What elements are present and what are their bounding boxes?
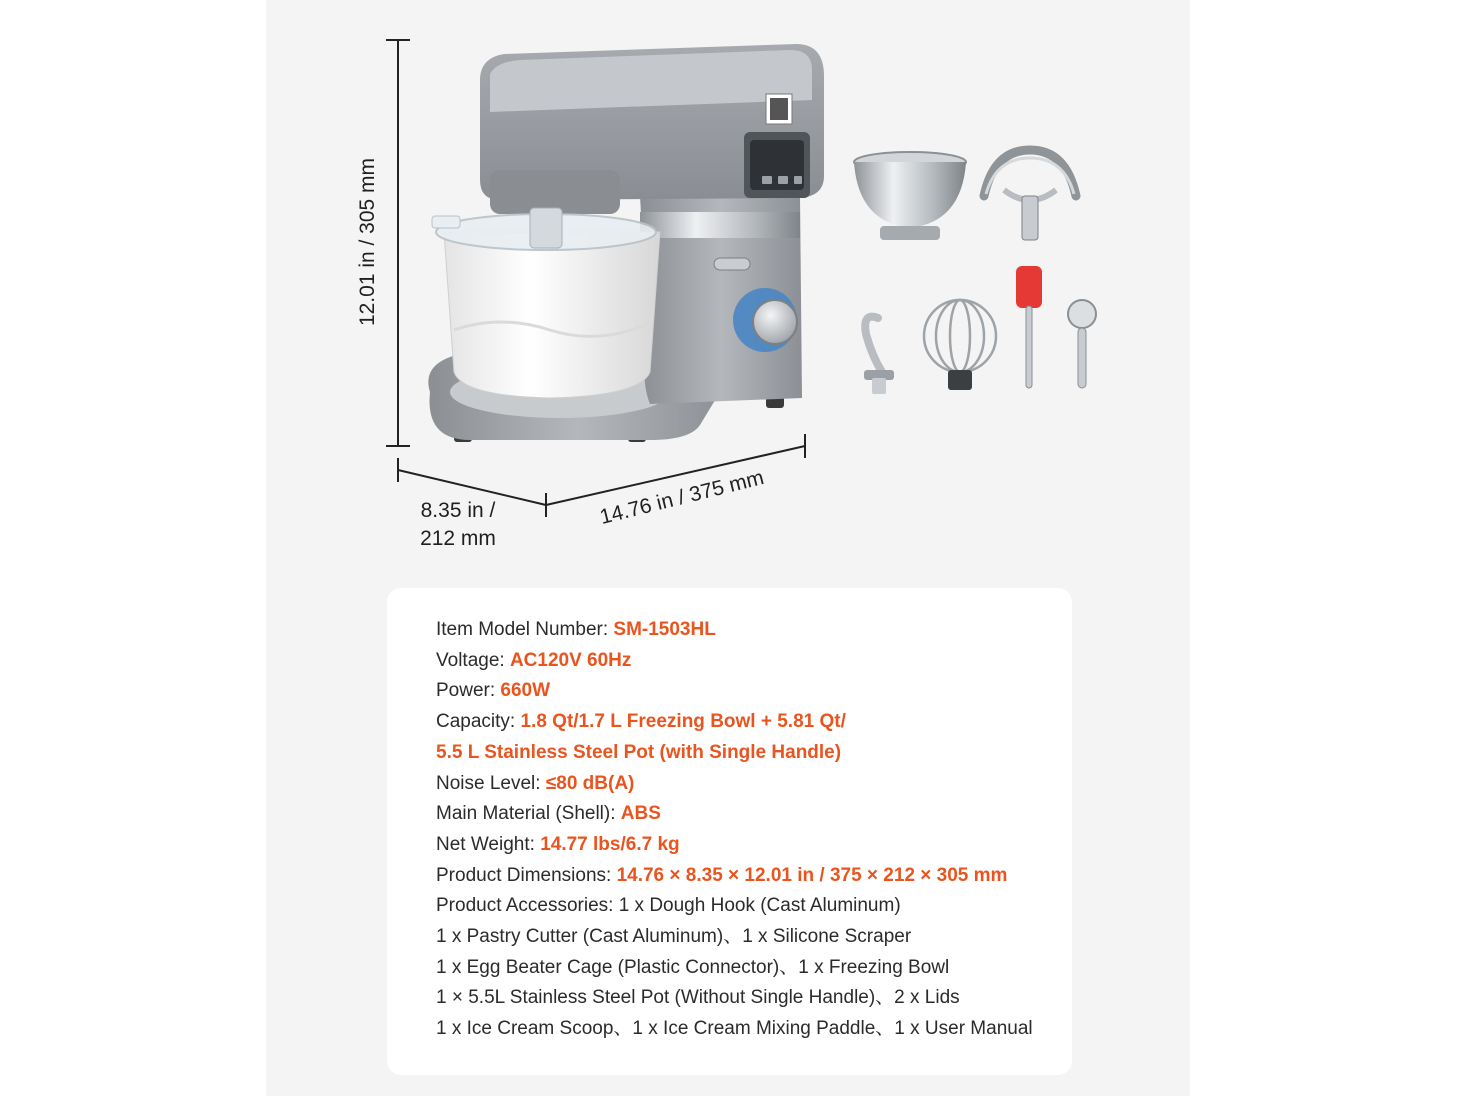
spec-accessories-line5: 1 x Ice Cream Scoop、1 x Ice Cream Mixing Paddle、1 x User Manual bbox=[436, 1018, 1033, 1040]
spec-capacity-continued bbox=[436, 738, 1033, 769]
whisk-icon bbox=[924, 300, 996, 390]
depth-label-line2: 212 mm bbox=[420, 527, 496, 550]
spec-weight-label: Net Weight: bbox=[436, 833, 541, 855]
spec-accessories-line1: 1 x Dough Hook (Cast Aluminum) bbox=[618, 895, 901, 917]
spec-material-label: Main Material (Shell): bbox=[436, 803, 621, 825]
spec-noise-label: Noise Level: bbox=[436, 772, 546, 794]
height-dimension-label: 12.01 in / 305 mm bbox=[356, 157, 379, 327]
specifications-card bbox=[387, 588, 1072, 1075]
spec-dimensions-label: Product Dimensions: bbox=[436, 864, 617, 886]
spec-power-label: Power: bbox=[436, 680, 501, 702]
spec-capacity bbox=[436, 707, 1033, 738]
spec-power bbox=[436, 676, 1033, 707]
stainless-bowl-icon bbox=[854, 152, 966, 240]
spec-model bbox=[436, 615, 1033, 646]
spec-weight-value: 14.77 lbs/6.7 kg bbox=[540, 833, 680, 855]
spec-accessories-label: Product Accessories: bbox=[436, 895, 619, 917]
spec-list bbox=[436, 615, 1033, 1045]
dough-hook-icon bbox=[864, 317, 894, 394]
ice-cream-paddle-icon bbox=[984, 150, 1076, 240]
stand-mixer-image bbox=[428, 44, 824, 442]
spec-capacity-value-line1: 1.8 Qt/1.7 L Freezing Bowl + 5.81 Qt/ bbox=[520, 711, 846, 733]
spec-model-value: SM-1503HL bbox=[613, 619, 716, 640]
spec-material bbox=[436, 799, 1033, 830]
ice-cream-scoop-icon bbox=[1068, 300, 1096, 388]
spec-dimensions-value: 14.76 × 8.35 × 12.01 in / 375 × 212 × 305 mm bbox=[616, 864, 1008, 886]
spec-material-value: ABS bbox=[620, 803, 661, 825]
spec-capacity-label: Capacity: bbox=[436, 711, 521, 733]
spec-accessories-line3: 1 x Egg Beater Cage (Plastic Connector)、1 x Freezing Bowl bbox=[436, 956, 950, 978]
spec-accessories-line4: 1 × 5.5L Stainless Steel Pot (Without Single Handle)、2 x Lids bbox=[436, 987, 960, 1009]
depth-dimension-label bbox=[408, 497, 508, 553]
depth-label-line1: 8.35 in / bbox=[420, 499, 496, 522]
spec-voltage-value: AC120V 60Hz bbox=[509, 649, 632, 671]
spec-power-value: 660W bbox=[500, 680, 551, 702]
width-dimension-label: 14.76 in / 375 mm bbox=[597, 466, 767, 530]
spec-noise bbox=[436, 769, 1033, 800]
spec-model-label: Item Model Number: bbox=[436, 619, 614, 640]
spec-voltage-label: Voltage: bbox=[436, 649, 510, 671]
spec-accessories bbox=[436, 891, 1033, 922]
spec-weight bbox=[436, 830, 1033, 861]
spec-noise-value: ≤80 dB(A) bbox=[545, 772, 635, 794]
silicone-scraper-icon bbox=[1016, 266, 1042, 388]
spec-dimensions bbox=[436, 861, 1033, 892]
spec-capacity-value-line2: 5.5 L Stainless Steel Pot (with Single Handle) bbox=[436, 741, 842, 763]
spec-voltage bbox=[436, 646, 1033, 677]
spec-accessories-line2: 1 x Pastry Cutter (Cast Aluminum)、1 x Silicone Scraper bbox=[436, 926, 912, 948]
